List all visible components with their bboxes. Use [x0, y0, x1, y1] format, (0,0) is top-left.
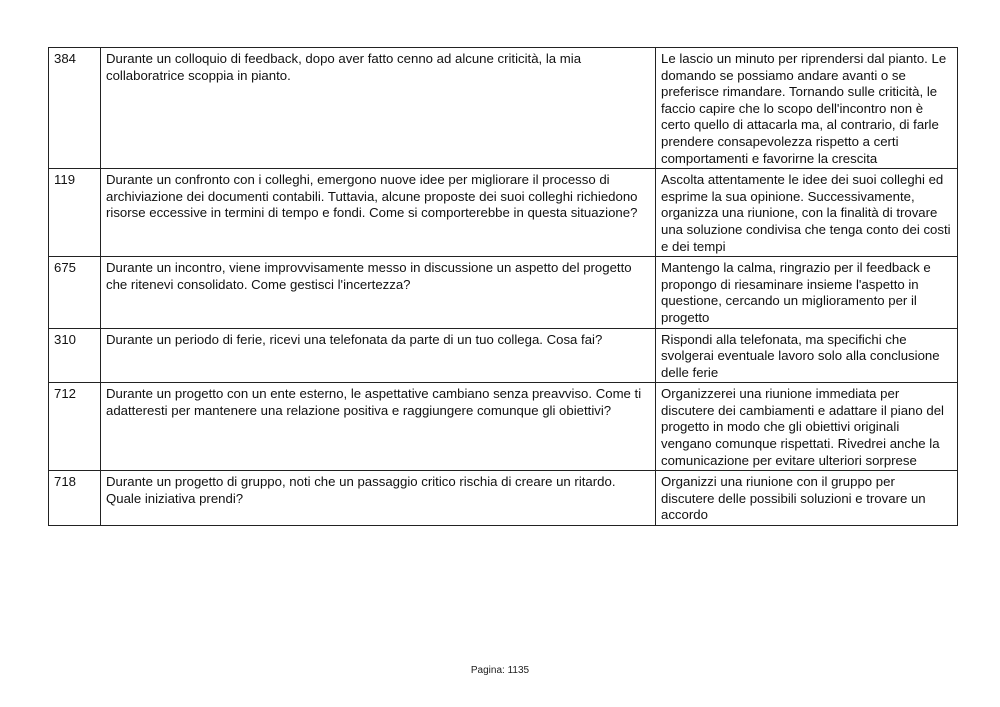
- answer-text: Organizzerei una riunione immediata per discutere dei cambiamenti e adattare il piano del progetto in modo che gli obiettivi originali vengano comunque rispettati. Rivedrei anche la comunicazione per evitare ulteriori sorprese: [656, 383, 958, 471]
- question-table-container: [48, 47, 957, 526]
- question-text: Durante un confronto con i colleghi, emergono nuove idee per migliorare il processo di archiviazione dei documenti contabili. Tuttavia, alcune proposte dei suoi colleghi richiedono risorse eccessive in termini di tempo e fondi. Come si comporterebbe in questa situazione?: [101, 169, 656, 257]
- table-row: [49, 257, 958, 328]
- table-row: [49, 328, 958, 383]
- question-id: 675: [49, 257, 101, 328]
- table-row: [49, 48, 958, 169]
- question-text: Durante un incontro, viene improvvisamente messo in discussione un aspetto del progetto che ritenevi consolidato. Come gestisci l'incertezza?: [101, 257, 656, 328]
- answer-text: Organizzi una riunione con il gruppo per discutere delle possibili soluzioni e trovare un accordo: [656, 471, 958, 526]
- question-id: 310: [49, 328, 101, 383]
- question-id: 718: [49, 471, 101, 526]
- answer-text: Le lascio un minuto per riprendersi dal pianto. Le domando se possiamo andare avanti o se preferisce rimandare. Tornando sulle criticità, le faccio capire che lo scopo dell'incontro non è certo quello di attacarla ma, al contrario, di farle prendere consapevolezza rispetto a certi comportamenti e favorirne la crescita: [656, 48, 958, 169]
- question-text: Durante un periodo di ferie, ricevi una telefonata da parte di un tuo collega. Cosa fai?: [101, 328, 656, 383]
- question-table: [48, 47, 958, 526]
- answer-text: Rispondi alla telefonata, ma specifichi che svolgerai eventuale lavoro solo alla conclusione delle ferie: [656, 328, 958, 383]
- question-text: Durante un progetto con un ente esterno, le aspettative cambiano senza preavviso. Come ti adatteresti per mantenere una relazione positiva e raggiungere comunque gli obiettivi?: [101, 383, 656, 471]
- table-row: [49, 169, 958, 257]
- answer-text: Ascolta attentamente le idee dei suoi colleghi ed esprime la sua opinione. Successivamente, organizza una riunione, con la finalità di trovare una soluzione condivisa che tenga conto dei costi e dei tempi: [656, 169, 958, 257]
- answer-text: Mantengo la calma, ringrazio per il feedback e propongo di riesaminare insieme l'aspetto in questione, cercando un miglioramento per il progetto: [656, 257, 958, 328]
- question-id: 712: [49, 383, 101, 471]
- question-text: Durante un progetto di gruppo, noti che un passaggio critico rischia di creare un ritardo. Quale iniziativa prendi?: [101, 471, 656, 526]
- question-id: 384: [49, 48, 101, 169]
- table-row: [49, 471, 958, 526]
- question-id: 119: [49, 169, 101, 257]
- page-number: Pagina: 1135: [470, 665, 530, 676]
- question-text: Durante un colloquio di feedback, dopo aver fatto cenno ad alcune criticità, la mia collaboratrice scoppia in pianto.: [101, 48, 656, 169]
- table-row: [49, 383, 958, 471]
